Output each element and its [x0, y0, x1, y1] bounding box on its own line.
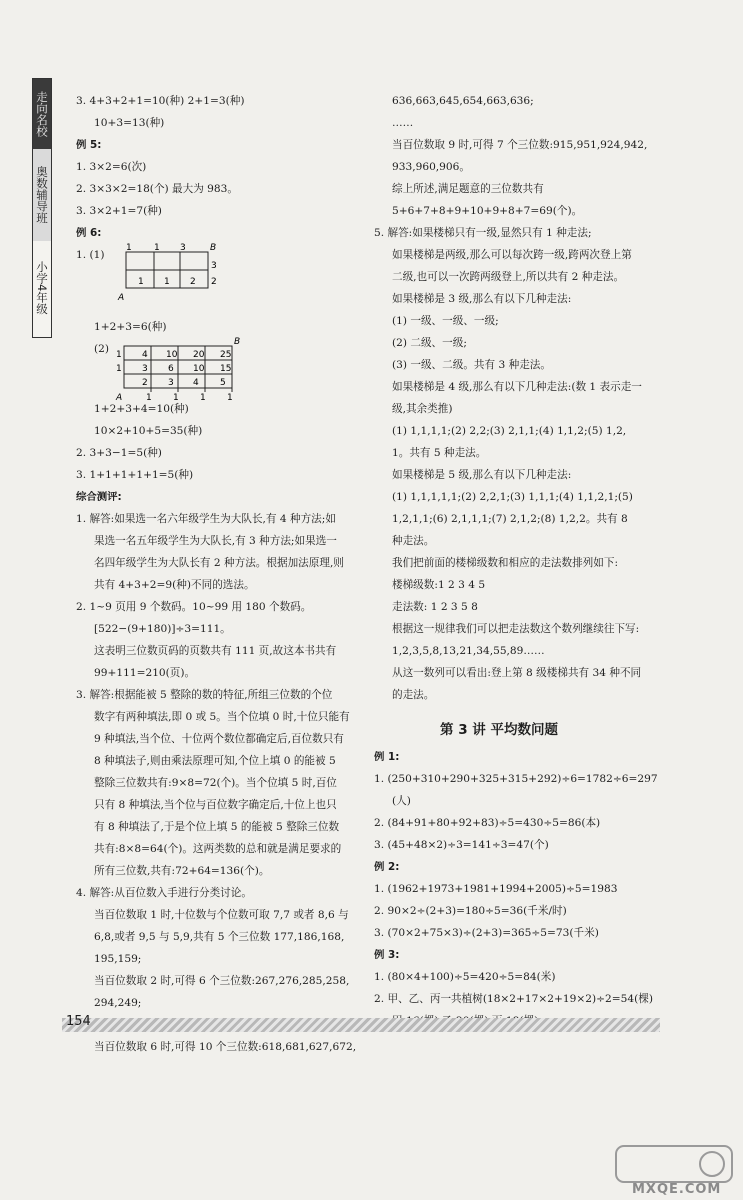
grid2-label: 10 [166, 350, 178, 360]
answer-line: 2. 3+3−1=5(种) [76, 447, 162, 459]
grid2-point-a: A [116, 393, 123, 403]
answer-line: 有 8 种填法了,于是个位上填 5 的能被 5 整除三位数 [94, 821, 340, 833]
answer-line: 数字有两种填法,即 0 或 5。当个位填 0 时,十位只能有 [94, 711, 350, 723]
answer-line: 当百位数取 6 时,可得 10 个三位数:618,681,627,672, [94, 1041, 357, 1053]
example-heading: 例 5: [76, 139, 102, 151]
grid1-label: 1 [164, 277, 170, 287]
answer-line: 3. 4+3+2+1=10(种) 2+1=3(种) [76, 95, 245, 107]
answer-figure-row [76, 244, 366, 316]
answer-line: 1. 解答:如果选一名六年级学生为大队长,有 4 种方法;如 [76, 513, 336, 525]
answer-line: 2. 甲、乙、丙一共植树(18×2+17×2+19×2)÷2=54(棵) [374, 993, 653, 1005]
watermark-text: MXQE.COM [632, 1182, 722, 1197]
grid1-label: 2 [190, 277, 196, 287]
answer-line: 3. (70×2+75×3)÷(2+3)=365÷5=73(千米) [374, 927, 599, 939]
grid1-label: 3 [211, 261, 217, 271]
grid2-label: 10 [193, 364, 205, 374]
answer-line: (2) [94, 343, 110, 355]
answer-line: 5. 解答:如果楼梯只有一级,显然只有 1 种走法; [374, 227, 592, 239]
answer-line: 我们把前面的楼梯级数和相应的走法数排列如下: [392, 557, 619, 569]
grid1-point-a: A [118, 293, 125, 303]
answer-line: 636,663,645,654,663,636; [392, 95, 534, 107]
answer-line: 当百位数取 9 时,可得 7 个三位数:915,951,924,942, [392, 139, 648, 151]
grid2-label: 1 [116, 364, 122, 374]
answer-line: 名四年级学生为大队长有 2 种方法。根据加法原理,则 [94, 557, 344, 569]
answer-line: 的走法。 [392, 689, 435, 701]
grid2-label: 15 [220, 364, 232, 374]
answer-line: 1,2,1,1;(6) 2,1,1,1;(7) 2,1,2;(8) 1,2,2。共有 8 [392, 513, 628, 525]
example-heading: 例 6: [76, 227, 102, 239]
answer-line: 195,159; [94, 953, 142, 965]
grid2-label: 25 [220, 350, 232, 360]
answer-line: 从这一数列可以看出:登上第 8 级楼梯共有 34 种不同 [392, 667, 642, 679]
answer-line: 1。共有 5 种走法。 [392, 447, 487, 459]
answer-line: 3. 3×2+1=7(种) [76, 205, 162, 217]
answer-line: (1) 1,1,1,1,1;(2) 2,2,1;(3) 1,1,1;(4) 1,1,2,1;(5) [392, 491, 633, 503]
answer-line: 当百位数取 1 时,十位数与个位数可取 7,7 或者 8,6 与 [94, 909, 349, 921]
answer-line: 2. 90×2÷(2+3)=180÷5=36(千米/时) [374, 905, 567, 917]
grid2-label: 4 [142, 350, 148, 360]
grid1-label: 1 [126, 243, 132, 253]
answer-line: 3. (45+48×2)÷3=141÷3=47(个) [374, 839, 549, 851]
answer-line: 果选一名五年级学生为大队长,有 3 种方法;如果选一 [94, 535, 337, 547]
grid2-label: 1 [227, 393, 233, 403]
answer-line: 294,249; [94, 997, 142, 1009]
grid-diagram-1 [114, 240, 224, 316]
spine-grade: 小学4年级 [33, 241, 51, 335]
footer-bar [62, 1018, 660, 1032]
answer-line: 走法数: 1 2 3 5 8 [392, 601, 478, 613]
answer-line: 级,其余类推) [392, 403, 453, 415]
answer-line: 2. (84+91+80+92+83)÷5=430÷5=86(本) [374, 817, 601, 829]
spine-tab [32, 78, 52, 338]
answer-line: 当百位数取 2 时,可得 6 个三位数:267,276,285,258, [94, 975, 350, 987]
answer-line: [522−(9+180)]÷3=111。 [94, 623, 231, 635]
grid-diagram-2 [112, 332, 242, 404]
answer-line: 这表明三位数页码的页数共有 111 页,故这本书共有 [94, 645, 337, 657]
answer-line: 10+3=13(种) [94, 117, 165, 129]
answer-line: 综上所述,满足题意的三位数共有 [392, 183, 544, 195]
answer-line: 如果楼梯是两级,那么可以每次跨一级,跨两次登上第 [392, 249, 632, 261]
answer-line: 根据这一规律我们可以把走法数这个数列继续往下写: [392, 623, 640, 635]
section-heading: 综合测评: [76, 491, 122, 503]
answer-line: 2. 3×3×2=18(个) 最大为 983。 [76, 183, 238, 195]
right-column [374, 90, 664, 706]
right-column-lower [374, 746, 664, 1032]
left-column [76, 90, 366, 1058]
answer-line: 3. 1+1+1+1+1=5(种) [76, 469, 194, 481]
grid2-label: 20 [193, 350, 205, 360]
grid2-label: 1 [116, 350, 122, 360]
answer-line: 1. (1962+1973+1981+1994+2005)÷5=1983 [374, 883, 618, 895]
answer-figure-row [76, 337, 366, 403]
answer-line: 只有 8 种填法,当个位与百位数字确定后,十位上也只 [94, 799, 337, 811]
answer-line: (3) 一级、二级。共有 3 种走法。 [392, 359, 551, 371]
grid2-point-b: B [234, 337, 241, 347]
grid2-label: 1 [146, 393, 152, 403]
answer-line: 1. (250+310+290+325+315+292)÷6=1782÷6=297 [374, 773, 658, 785]
grid2-label: 4 [193, 378, 199, 388]
answer-line: (2) 二级、一级; [392, 337, 467, 349]
answer-line: 如果楼梯是 4 级,那么有以下几种走法:(数 1 表示走一 [392, 381, 642, 393]
answer-line: 1. (80×4+100)÷5=420÷5=84(米) [374, 971, 556, 983]
lesson-title: 第 3 讲 平均数问题 [440, 722, 558, 738]
answer-line: 10×2+10+5=35(种) [94, 425, 203, 437]
answer-line: 6,8,或者 9,5 与 5,9,共有 5 个三位数 177,186,168, [94, 931, 345, 943]
grid1-point-b: B [210, 243, 217, 253]
grid2-label: 3 [142, 364, 148, 374]
grid1-label: 2 [211, 277, 217, 287]
answer-line: (1) 1,1,1,1;(2) 2,2;(3) 2,1,1;(4) 1,1,2;(5) 1,2, [392, 425, 627, 437]
grid2-label: 1 [173, 393, 179, 403]
grid2-label: 2 [142, 378, 148, 388]
grid1-label: 1 [138, 277, 144, 287]
grid1-label: 1 [154, 243, 160, 253]
grid1-label: 3 [180, 243, 186, 253]
example-heading: 例 3: [374, 949, 400, 961]
answer-line: 4. 解答:从百位数入手进行分类讨论。 [76, 887, 252, 899]
answer-line: 共有 4+3+2=9(种)不同的选法。 [94, 579, 255, 591]
answer-line: 二级,也可以一次跨两级登上,所以共有 2 种走法。 [392, 271, 625, 283]
answer-line: 共有:8×8=64(个)。这两类数的总和就是满足要求的 [94, 843, 342, 855]
answer-line: 3. 解答:根据能被 5 整除的数的特征,所组三位数的个位 [76, 689, 333, 701]
answer-line: 8 种填法子,则由乘法原理可知,个位上填 0 的能被 5 [94, 755, 336, 767]
grid2-label: 5 [220, 378, 226, 388]
answer-line: 如果楼梯是 3 级,那么有以下几种走法: [392, 293, 572, 305]
answer-line: …… [392, 117, 414, 129]
answer-line: 种走法。 [392, 535, 435, 547]
page-number: 154 [66, 1014, 91, 1029]
answer-line: (人) [392, 795, 411, 807]
answer-line: 如果楼梯是 5 级,那么有以下几种走法: [392, 469, 572, 481]
answer-line: (1) 一级、一级、一级; [392, 315, 499, 327]
answer-line: 99+111=210(页)。 [94, 667, 196, 679]
answer-line: 1+2+3=6(种) [94, 321, 167, 333]
spine-series: 走向名校 [33, 79, 51, 149]
grid2-label: 6 [168, 364, 174, 374]
example-heading: 例 1: [374, 751, 400, 763]
answer-line: 1. (1) [76, 249, 105, 261]
grid2-label: 1 [200, 393, 206, 403]
example-heading: 例 2: [374, 861, 400, 873]
answer-line: 933,960,906。 [392, 161, 470, 173]
answer-line: 楼梯级数:1 2 3 4 5 [392, 579, 486, 591]
answer-line: 整除三位数共有:9×8=72(个)。当个位填 5 时,百位 [94, 777, 337, 789]
answer-line: 所有三位数,共有:72+64=136(个)。 [94, 865, 270, 877]
grid2-label: 3 [168, 378, 174, 388]
answer-line: 5+6+7+8+9+10+9+8+7=69(个)。 [392, 205, 583, 217]
spine-book: 奥数辅导班 [33, 149, 51, 241]
answer-line: 1+2+3+4=10(种) [94, 403, 189, 415]
answer-line: 9 种填法,当个位、十位两个数位都确定后,百位数只有 [94, 733, 344, 745]
answer-line: 1. 3×2=6(次) [76, 161, 147, 173]
answer-line: 2. 1~9 页用 9 个数码。10~99 用 180 个数码。 [76, 601, 312, 613]
answer-line: 1,2,3,5,8,13,21,34,55,89…… [392, 645, 545, 657]
